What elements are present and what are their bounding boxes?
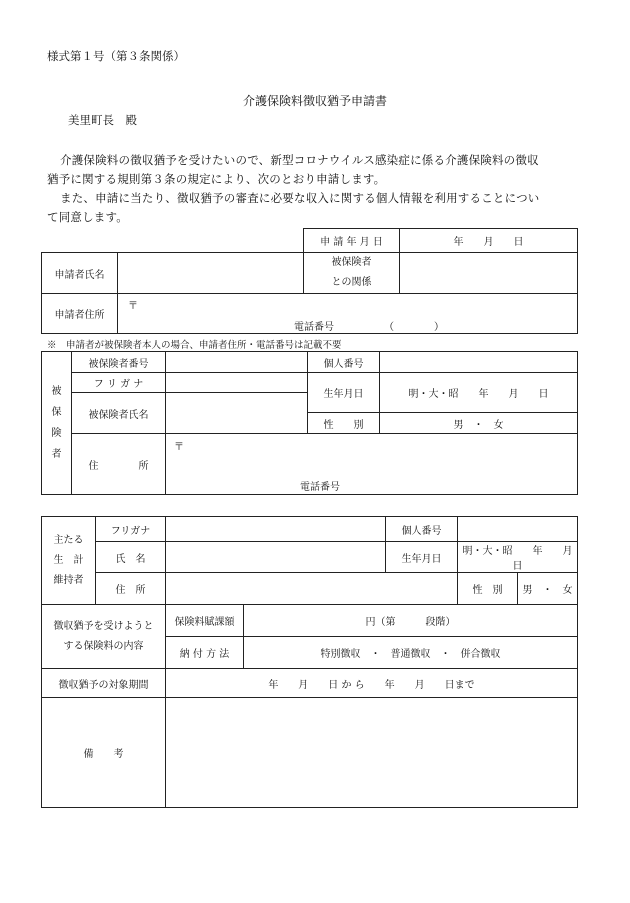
applicant-table xyxy=(41,228,578,334)
applicant-address-label: 申請者住所 xyxy=(42,294,118,334)
relation-label-line1: 被保険者 xyxy=(331,257,372,268)
body-line-2: 猶予に関する規則第３条の規定により、次のとおり申請します。 xyxy=(47,172,386,186)
personal-number-label: 個人番号 xyxy=(308,352,380,373)
insured-name-label: 被保険者氏名 xyxy=(72,393,166,434)
applicant-name-label: 申請者氏名 xyxy=(42,253,118,294)
insured-furigana-label: フ リ ガ ナ xyxy=(72,373,166,393)
payment-method-field[interactable]: 特別徴収 ・ 普通徴収 ・ 併合徴収 xyxy=(244,637,578,669)
deferral-content-label-line1: 徴収猶予を受けようと xyxy=(53,620,154,632)
supporter-name-field[interactable] xyxy=(166,542,386,573)
supporter-side-label xyxy=(42,517,96,605)
period-field[interactable]: 年 月 日 か ら 年 月 日まで xyxy=(166,669,578,698)
applicant-note: ※ 申請者が被保険者本人の場合、申請者住所・電話番号は記載不要 xyxy=(47,340,342,351)
supporter-furigana-field[interactable] xyxy=(166,517,386,542)
supporter-furigana-label: フリガナ xyxy=(96,517,166,542)
insured-side-char-2: 保 xyxy=(51,407,62,418)
deferral-content-label-line2: する保険料の内容 xyxy=(63,640,144,652)
date-field[interactable]: 年 月 日 xyxy=(400,229,578,253)
postal-mark: 〒 xyxy=(128,301,138,312)
amount-label: 保険料賦課額 xyxy=(166,605,244,637)
supporter-birth-field[interactable]: 明・大・昭 年 月 日 xyxy=(458,542,578,573)
insured-name-field[interactable] xyxy=(166,393,308,434)
personal-number-boxes[interactable] xyxy=(380,352,578,373)
supporter-side-line-1: 主たる xyxy=(53,534,84,546)
amount-field[interactable]: 円（第 段階） xyxy=(244,605,578,637)
supporter-address-field[interactable] xyxy=(166,573,458,605)
supporter-table xyxy=(41,516,593,808)
supporter-address-label: 住 所 xyxy=(96,573,166,605)
insured-postal-mark: 〒 xyxy=(174,442,184,453)
insured-birth-field[interactable]: 明・大・昭 年 月 日 xyxy=(380,373,578,413)
insured-side-char-4: 者 xyxy=(51,449,62,460)
supporter-side-line-2: 生 計 xyxy=(53,554,84,566)
supporter-name-label: 氏 名 xyxy=(96,542,166,573)
applicant-address-field[interactable] xyxy=(118,294,578,334)
period-label: 徴収猶予の対象期間 xyxy=(42,669,166,698)
remarks-label: 備 考 xyxy=(42,698,166,808)
relation-label xyxy=(304,253,400,294)
remarks-field[interactable] xyxy=(166,698,578,808)
insured-side-char-1: 被 xyxy=(51,386,62,397)
supporter-side-line-3: 維持者 xyxy=(53,574,84,586)
insured-sex-label: 性 別 xyxy=(308,413,380,434)
form-title: 介護保険料徴収猶予申請書 xyxy=(242,94,387,108)
supporter-sex-field[interactable]: 男 ・ 女 xyxy=(518,573,578,605)
insured-address-label: 住 所 xyxy=(72,434,166,495)
addressee: 美里町長 殿 xyxy=(68,113,137,127)
supporter-birth-label: 生年月日 xyxy=(386,542,458,573)
insured-number-label: 被保険者番号 xyxy=(72,352,166,373)
insured-side-char-3: 険 xyxy=(51,428,62,439)
supporter-sex-label: 性 別 xyxy=(458,573,518,605)
payment-method-label: 納 付 方 法 xyxy=(166,637,244,669)
body-line-3: また、申請に当たり、徴収猶予の審査に必要な収入に関する個人情報を利用することについ xyxy=(60,191,540,205)
blank-cell xyxy=(42,229,304,253)
supporter-personal-number-boxes[interactable] xyxy=(458,517,578,542)
insured-number-boxes[interactable] xyxy=(166,352,308,373)
insured-side-label xyxy=(42,352,72,495)
date-label: 申 請 年 月 日 xyxy=(304,229,400,253)
applicant-name-field[interactable] xyxy=(118,253,304,294)
insured-address-field[interactable] xyxy=(166,434,578,495)
body-line-4: て同意します。 xyxy=(47,210,128,224)
phone-label: 電話番号 xyxy=(294,322,334,333)
relation-label-line2: との関係 xyxy=(331,277,372,288)
insured-birth-label: 生年月日 xyxy=(308,373,380,413)
insured-furigana-field[interactable] xyxy=(166,373,308,393)
form-number: 様式第１号（第３条関係） xyxy=(47,49,185,63)
relation-field[interactable] xyxy=(400,253,578,294)
supporter-personal-number-label: 個人番号 xyxy=(386,517,458,542)
deferral-content-label xyxy=(42,605,166,669)
insured-phone-label: 電話番号 xyxy=(300,482,340,493)
insured-table xyxy=(41,351,578,495)
phone-parens: （ ） xyxy=(384,322,444,333)
body-line-1: 介護保険料の徴収猶予を受けたいので、新型コロナウイルス感染症に係る介護保険料の徴収 xyxy=(60,153,539,167)
insured-sex-field[interactable]: 男 ・ 女 xyxy=(380,413,578,434)
